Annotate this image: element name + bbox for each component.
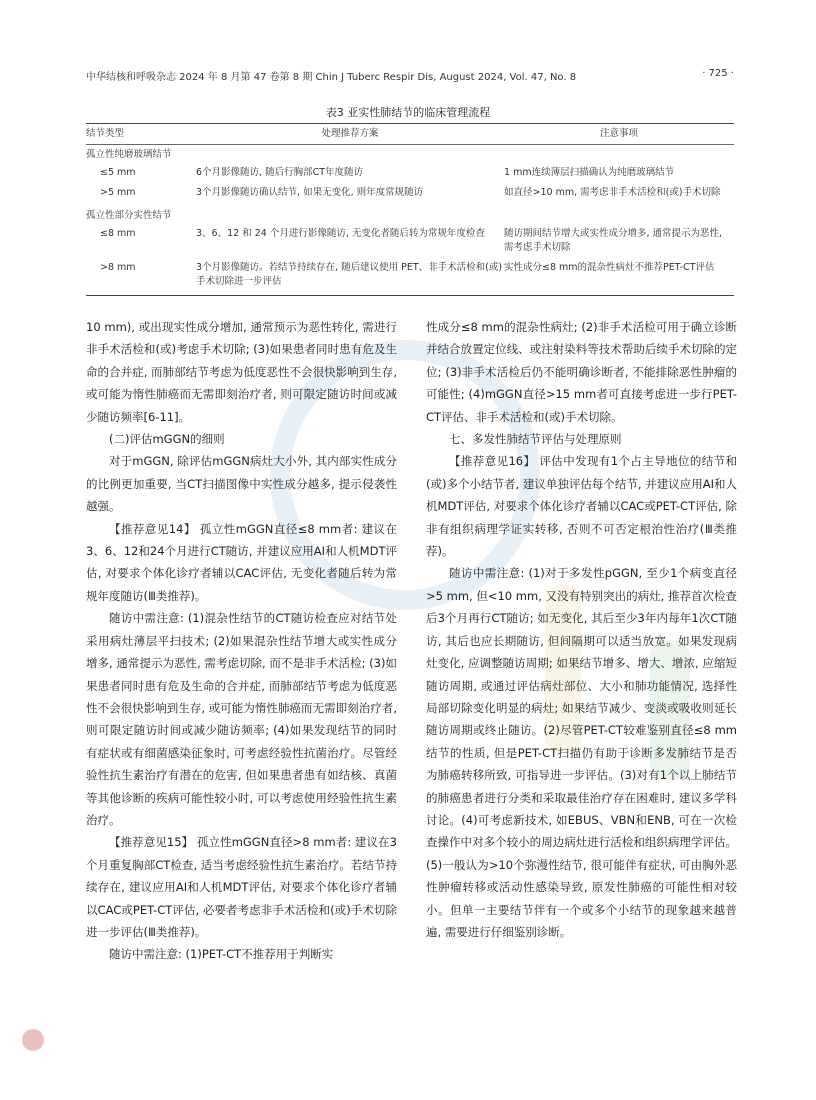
publisher-emblem-icon: [22, 1029, 44, 1051]
body-paragraph: 随访中需注意: (1)PET-CT不推荐用于判断实: [109, 947, 334, 962]
table-header-row: [86, 124, 734, 144]
table-cell-size: ≤8 mm: [100, 228, 136, 239]
table-bottom-rule: [86, 295, 734, 296]
section-subheading: (二)评估mGGN的细则: [109, 432, 225, 447]
section-heading: 七、多发性肺结节评估与处理原则: [449, 432, 622, 447]
table-header-cell: 注意事项: [599, 128, 638, 139]
table-cell-note: 实性成分≤8 mm的混杂性病灶不推荐PET-CT评估: [504, 262, 715, 273]
running-head: [86, 68, 734, 83]
table-group-row: [86, 145, 734, 166]
management-table: [86, 123, 734, 296]
table-cell-plan: 3、6、12 和 24 个月进行影像随访, 无变化者随后转为常规年度检查: [196, 228, 485, 239]
table-row: [86, 186, 734, 206]
running-head-journal: 中华结核和呼吸杂志 2024 年 8 月第 47 卷第 8 期 Chin J Tuberc Respir Dis, August 2024, Vol. 47, No. 8: [86, 72, 577, 83]
body-paragraph: 10 mm), 或出现实性成分增加, 通常预示为恶性转化, 需进行非手术活检和(或)考虑手术切除; (3)如果患者同时患有危及生命的合并症, 而肺部结节考虑为低度恶性不会很快影响到生存, 或可能为惰性肺癌而无需即刻治疗者, 则可限定随访时间或减少随访频率[6-11]。: [86, 320, 397, 424]
table-header-cell: 结节类型: [86, 128, 125, 139]
table-cell-size: >8 mm: [100, 262, 136, 273]
table-cell-plan: 3个月影像随访。若结节持续存在, 随后建议使用 PET、非手术活检和(或)手术切除进一步评估: [196, 262, 503, 287]
table-cell-size: ≤5 mm: [100, 167, 136, 178]
recommendation-paragraph: 【推荐意见15】 孤立性mGGN直径>8 mm者: 建议在3个月重复胸部CT检查, 适当考虑经验性抗生素治疗。若结节持续存在, 建议应用AI和人机MDT评估, 对要求个体化诊疗者辅以CAC或PET-CT评估, 必要者考虑非手术活检和(或)手术切除进一步评估(Ⅲ类推荐)。: [86, 835, 397, 939]
table-row: [86, 227, 734, 261]
table-cell-plan: 6个月影像随访, 随后行胸部CT年度随访: [196, 167, 364, 178]
table-cell-note: 如直径>10 mm, 需考虑非手术活检和(或)手术切除: [504, 187, 721, 198]
table-group-label: 孤立性部分实性结节: [86, 210, 172, 221]
recommendation-paragraph: 【推荐意见16】 评估中发现有1个占主导地位的结节和(或)多个小结节者, 建议单独评估每个结节, 并建议应用AI和人机MDT评估, 对要求个体化诊疗者辅以CAC或PET-CT评估, 除非有组织病理学证实转移, 否则不可否定根治性治疗(Ⅲ类推荐)。: [426, 454, 737, 559]
recommendation-paragraph: 【推荐意见14】 孤立性mGGN直径≤8 mm者: 建议在3、6、12和24个月进行CT随访, 并建议应用AI和人机MDT评估, 对要求个体化诊疗者辅以CAC评估, 无变化者随后转为常规年度随访(Ⅲ类推荐)。: [86, 521, 397, 603]
table-header-cell: 处理推荐方案: [321, 128, 379, 139]
right-text-column: [426, 316, 737, 943]
table-group-row: [86, 206, 734, 227]
page-number: · 725 ·: [702, 68, 734, 79]
body-paragraph: 随访中需注意: (1)对于多发性pGGN, 至少1个病变直径>5 mm, 但<10 mm, 又没有特别突出的病灶, 推荐首次检查后3个月再行CT随访; 如无变化, 其后至少3年内每年1次CT随访, 其后也应长期随访, 但间隔期可以适当放宽。如果发现病灶变化, 应调整随访周期; 如果结节增多、增大、增浓, 应缩短随访周期, 或通过评估病灶部位、大小和肺功能情况, 选择性局部切除变化明显的病灶; 如果结节减少、变淡或吸收则延长随访周期或终止随访。(2)尽管PET-CT较难鉴别直径≤8 mm结节的性质, 但是PET-CT扫描仍有助于诊断多发肺结节是否为肺癌转移所致, 可指导进一步评估。(3)对有1个以上肺结节的肺癌患者进行分类和采取最佳治疗存在困难时, 建议多学科讨论。(4)可考虑新技术, 如EBUS、VBN和ENB, 可在一次检查操作中对多个较小的周边病灶进行活检和组织病理学评估。(5)一般认为>10个弥漫性结节, 很可能伴有症状, 可由胸外恶性肿瘤转移或活动性感染导致, 原发性肺癌的可能性相对较小。但单一主要结节伴有一个或多个小结节的现象越来越普遍, 需要进行仔细鉴别诊断。: [426, 566, 737, 939]
left-text-column: [86, 316, 397, 966]
table-cell-plan: 3个月影像随访确认结节, 如果无变化, 则年度常规随访: [196, 187, 424, 198]
table-cell-size: >5 mm: [100, 187, 136, 198]
table-row: [86, 261, 734, 295]
table-cell-note: 1 mm连续薄层扫描确认为纯磨玻璃结节: [504, 167, 675, 178]
body-paragraph: 对于mGGN, 除评估mGGN病灶大小外, 其内部实性成分的比例更加重要, 当CT扫描图像中实性成分越多, 提示侵袭性越强。: [86, 454, 397, 514]
table-group-label: 孤立性纯磨玻璃结节: [86, 149, 172, 160]
table-title: 表3 亚实性肺结节的临床管理流程: [325, 106, 491, 119]
body-paragraph: 性成分≤8 mm的混杂性病灶; (2)非手术活检可用于确立诊断并结合放置定位线、或注射染料等技术帮助后续手术切除的定位; (3)非手术活检后仍不能明确诊断者, 不能排除恶性肿瘤的可能性; (4)mGGN直径>15 mm者可直接考虑进一步行PET-CT评估、非手术活检和(或)手术切除。: [426, 320, 737, 424]
table-cell-note: 随访期间结节增大或实性成分增多, 通常提示为恶性, 需考虑手术切除: [504, 228, 723, 253]
body-paragraph: 随访中需注意: (1)混杂性结节的CT随访检查应对结节处采用病灶薄层平扫技术; (2)如果混杂性结节增大或实性成分增多, 通常提示为恶性, 需考虑切除, 而不是非手术活检; (3)如果患者同时患有危及生命的合并症, 而肺部结节考虑为低度恶性不会很快影响到生存, 或可能为惰性肺癌而无需即刻治疗者, 则可限定随访时间或减少随访频率; (4)如果发现结节的同时有症状或有细菌感染征象时, 可考虑经验性抗菌治疗。尽管经验性抗生素治疗有潜在的危害, 但如果患者患有如结核、真菌等其他诊断的疾病可能性较小时, 可以考虑使用经验性抗生素治疗。: [86, 611, 397, 827]
publisher-logo: [22, 1020, 232, 1060]
table-row: [86, 166, 734, 186]
